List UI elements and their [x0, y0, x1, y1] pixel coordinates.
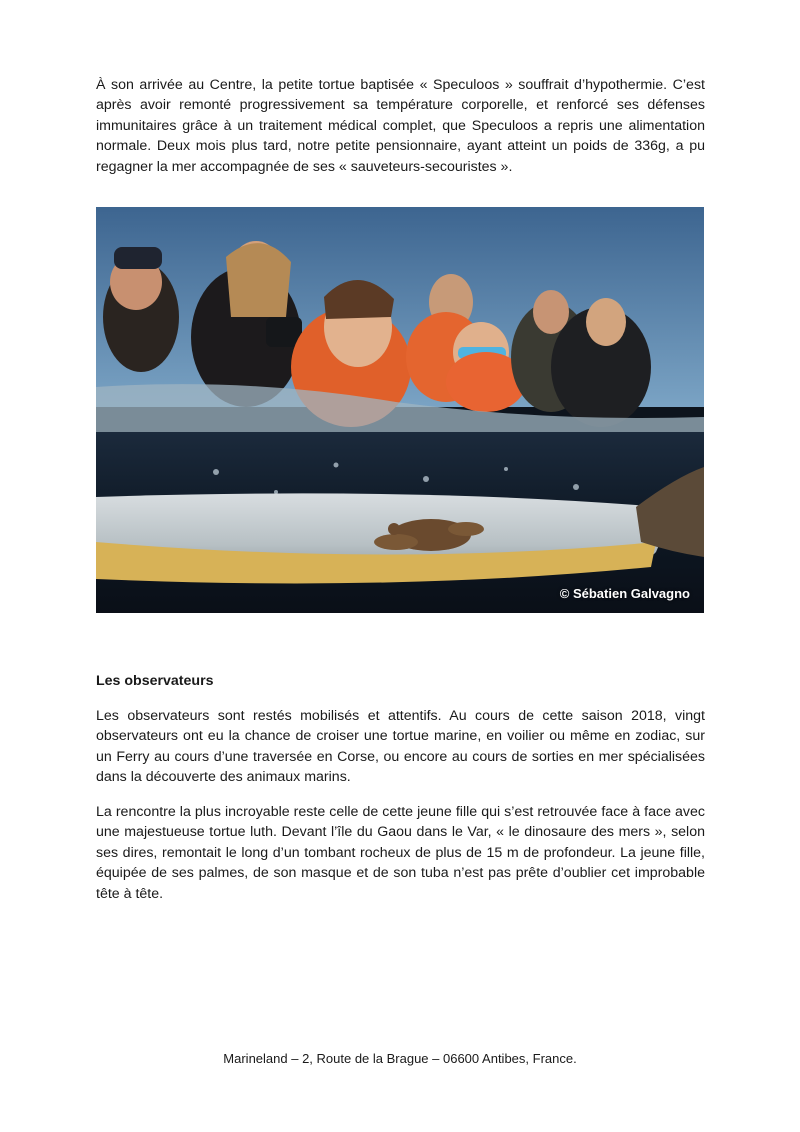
footer-address: Marineland – 2, Route de la Brague – 06600 Antibes, France.: [223, 1051, 577, 1066]
intro-paragraph: À son arrivée au Centre, la petite tortue baptisée « Speculoos » souffrait d’hypothermie. C’est après avoir remonté progressivement sa température corporelle, et renforcé ses défenses immunitaires grâce à un traitement médical complet, que Speculoos a repris une alimentation normale. Deux mois plus tard, notre petite pensionnaire, ayant atteint un poids de 336g, a pu regagner la mer accompagnée de ses « sauveteurs-secouristes ».: [96, 77, 705, 175]
photo-credit: © Sébatien Galvagno: [559, 586, 690, 601]
observers-paragraph: Les observateurs sont restés mobilisés et attentifs. Au cours de cette saison 2018, vingt observateurs ont eu la chance de croiser une tortue marine, en voilier ou même en zodiac, sur un Ferry au cours d’une traversée en Corse, ou encore au cours de sorties en mer spécialisées dans la découverte des animaux marins.: [96, 708, 705, 786]
section-heading: Les observateurs: [96, 673, 214, 689]
turtle-release-photo: [96, 207, 704, 613]
encounter-paragraph: La rencontre la plus incroyable reste celle de cette jeune fille qui s’est retrouvée face à face avec une majestueuse tortue luth. Devant l’île du Gaou dans le Var, « le dinosaure des mers », selon ses dires, remontait le long d’un tombant rocheux de plus de 15 m de profondeur. La jeune fille, équipée de ses palmes, de son masque et de son tuba n’est pas prête d’oublier cet improbable tête à tête.: [96, 804, 705, 902]
